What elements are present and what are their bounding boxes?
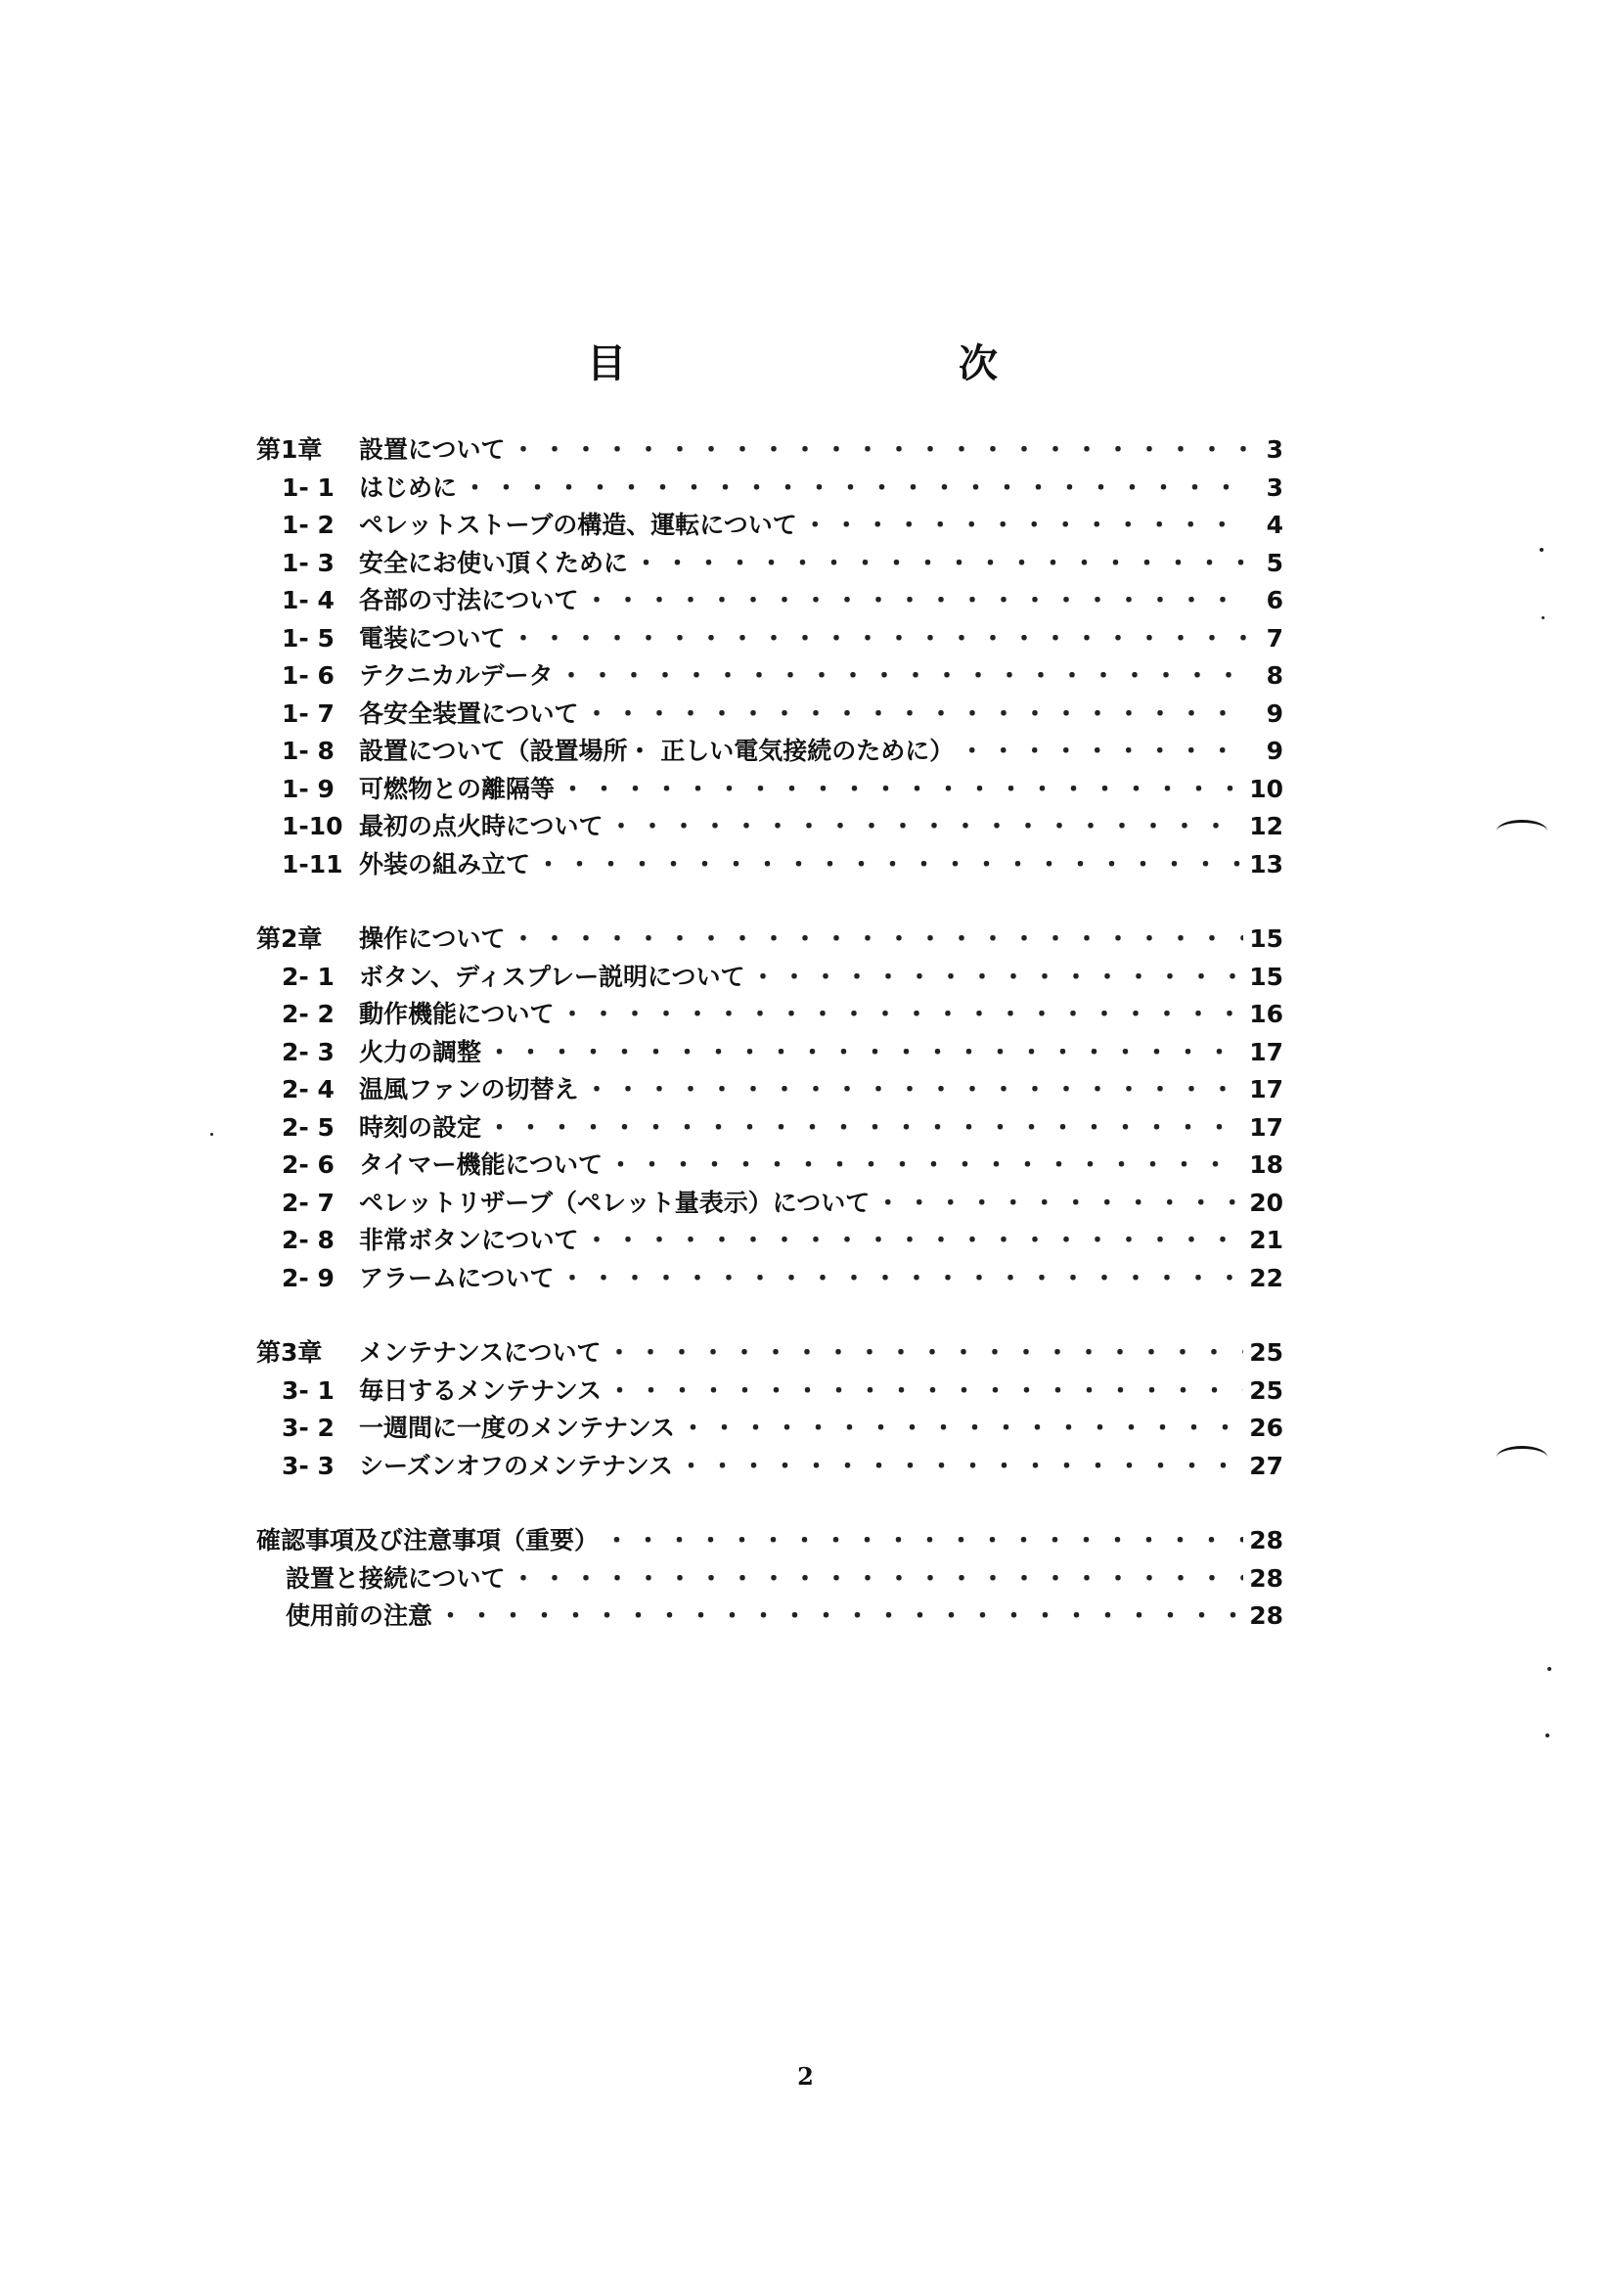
toc-entry-page: 21: [1249, 1226, 1283, 1254]
toc-entry-label: テクニカルデータ: [359, 661, 554, 690]
toc-entry: [256, 506, 1283, 544]
toc-entry-number: 2- 6: [282, 1150, 335, 1179]
toc-entry-number: 2- 5: [282, 1112, 335, 1142]
toc-entry: [256, 920, 1283, 958]
toc-entry-number: 1- 6: [282, 661, 335, 690]
toc-entry-number: 1-10: [282, 812, 343, 840]
toc-entry-label: 動作機能について: [359, 1000, 555, 1028]
toc-entry: [256, 1259, 1283, 1297]
toc-entry-label: 可燃物との離隔等: [359, 774, 556, 803]
toc-entry-page: 17: [1249, 1112, 1283, 1142]
toc-section: [256, 1333, 1283, 1484]
toc-entry-number: 第2章: [256, 924, 323, 953]
toc-entry-number: 1- 3: [282, 548, 335, 577]
title-char-1: 目: [587, 341, 626, 386]
toc-entry-number: 1- 4: [282, 586, 335, 614]
toc-entry-page: 8: [1266, 661, 1283, 690]
toc-entry-label: 設置と接続について: [286, 1563, 506, 1593]
dot-leader: [438, 1597, 1243, 1632]
dot-leader: [681, 1409, 1243, 1444]
dot-leader: [608, 1146, 1243, 1181]
toc-entry: [256, 695, 1283, 733]
toc-entry-number: 2- 2: [282, 1000, 335, 1028]
toc-entry-number: 1-11: [282, 849, 343, 878]
dot-leader: [634, 544, 1250, 579]
toc-entry-label: 安全にお使い頂くために: [359, 548, 629, 577]
toc-entry-label: はじめに: [359, 473, 458, 502]
toc-entry-number: 第3章: [256, 1338, 323, 1367]
toc-entry-label: 時刻の設定: [359, 1112, 482, 1142]
toc-entry: [256, 770, 1283, 808]
toc-entry-page: 10: [1249, 774, 1283, 803]
toc-entry: [256, 1184, 1283, 1222]
toc-entry-label: ボタン、ディスプレー説明について: [359, 962, 745, 991]
dot-leader: [585, 1221, 1244, 1256]
toc-entry-label: 操作について: [359, 924, 506, 953]
toc-entry-page: 9: [1266, 737, 1283, 765]
scan-speck: [1542, 616, 1544, 619]
scan-speck: [1545, 1733, 1549, 1737]
toc-entry: [256, 544, 1283, 582]
toc-entry-label: ペレットストーブの構造、運転について: [359, 511, 797, 539]
toc-entry-number: 2- 4: [282, 1075, 335, 1103]
dot-leader: [487, 1033, 1243, 1068]
dot-leader: [803, 506, 1250, 541]
title-char-2: 次: [959, 341, 998, 386]
scan-speck: [210, 1133, 213, 1136]
dot-leader: [607, 1333, 1244, 1369]
toc-entry: [256, 581, 1283, 619]
toc-entry: [256, 1447, 1283, 1485]
toc-entry: [256, 1070, 1283, 1108]
toc-entry-page: 15: [1249, 924, 1283, 953]
toc-entry-label: 毎日するメンテナンス: [359, 1375, 603, 1405]
table-of-contents: [256, 430, 1283, 1672]
dot-leader: [609, 807, 1244, 842]
toc-entry-page: 17: [1249, 1075, 1283, 1103]
toc-entry-number: 2- 8: [282, 1226, 335, 1254]
toc-entry: [256, 1372, 1283, 1410]
dot-leader: [560, 770, 1243, 805]
toc-entry-number: 2- 7: [282, 1188, 335, 1217]
page-title: [587, 333, 998, 388]
toc-entry-page: 26: [1249, 1414, 1283, 1442]
dot-leader: [487, 1108, 1243, 1144]
toc-entry-label: シーズンオフのメンテナンス: [359, 1451, 674, 1480]
toc-entry: [256, 1597, 1283, 1635]
scan-mark: [1497, 1446, 1547, 1468]
toc-entry-label: 外装の組み立て: [359, 849, 531, 878]
dot-leader: [585, 1070, 1244, 1105]
toc-entry-number: 1- 8: [282, 737, 335, 765]
toc-entry-page: 5: [1266, 548, 1283, 577]
toc-entry-page: 9: [1266, 698, 1283, 728]
toc-entry-number: 2- 3: [282, 1037, 335, 1066]
toc-entry-page: 25: [1249, 1338, 1283, 1367]
toc-entry-label: ペレットリザーブ（ペレット量表示）について: [359, 1188, 871, 1217]
toc-entry-number: 2- 1: [282, 962, 335, 991]
toc-entry-page: 4: [1266, 511, 1283, 539]
dot-leader: [607, 1372, 1243, 1407]
toc-entry-label: 各部の寸法について: [359, 586, 579, 614]
scan-mark: [1497, 820, 1547, 842]
toc-entry-page: 28: [1249, 1526, 1283, 1554]
toc-entry-label: 確認事項及び注意事項（重要）: [256, 1526, 600, 1554]
page-number: 2: [797, 2062, 814, 2091]
toc-entry: [256, 1559, 1283, 1598]
toc-entry: [256, 1221, 1283, 1259]
toc-entry-page: 3: [1266, 435, 1283, 464]
toc-entry: [256, 430, 1283, 469]
toc-entry: [256, 1333, 1283, 1372]
dot-leader: [512, 1559, 1244, 1595]
dot-leader: [560, 1259, 1244, 1294]
toc-entry-number: 1- 1: [282, 473, 335, 502]
toc-entry: [256, 958, 1283, 996]
toc-entry-number: 第1章: [256, 435, 323, 464]
toc-entry-page: 20: [1249, 1188, 1283, 1217]
dot-leader: [751, 958, 1244, 993]
toc-entry-page: 13: [1249, 849, 1283, 878]
toc-entry-page: 12: [1249, 812, 1283, 840]
toc-entry-page: 22: [1249, 1263, 1283, 1292]
dot-leader: [679, 1447, 1243, 1482]
scan-speck: [1547, 1667, 1551, 1671]
dot-leader: [559, 656, 1250, 692]
toc-entry-page: 7: [1266, 623, 1283, 653]
toc-entry: [256, 469, 1283, 507]
dot-leader: [536, 845, 1243, 880]
toc-entry-number: 1- 2: [282, 511, 335, 539]
dot-leader: [512, 430, 1250, 466]
toc-entry-label: 火力の調整: [359, 1037, 482, 1066]
dot-leader: [585, 581, 1250, 616]
toc-entry-label: 使用前の注意: [286, 1601, 433, 1630]
toc-entry-page: 25: [1249, 1375, 1283, 1405]
toc-entry-label: 電装について: [359, 623, 506, 653]
toc-entry-page: 27: [1249, 1451, 1283, 1480]
toc-entry-label: 設置について（設置場所・ 正しい電気接続のために）: [359, 737, 955, 765]
toc-entry-number: 1- 5: [282, 623, 335, 653]
toc-entry-page: 16: [1249, 1000, 1283, 1028]
toc-entry-number: 1- 7: [282, 698, 335, 728]
toc-entry-label: 設置について: [359, 435, 506, 464]
toc-entry: [256, 995, 1283, 1033]
toc-entry-label: 温風ファンの切替え: [359, 1075, 579, 1103]
toc-entry-label: タイマー機能について: [359, 1150, 604, 1179]
toc-entry-label: 非常ボタンについて: [359, 1226, 579, 1254]
toc-entry: [256, 845, 1283, 883]
toc-entry-number: 2- 9: [282, 1263, 335, 1292]
toc-entry-label: 最初の点火時について: [359, 812, 604, 840]
toc-entry: [256, 619, 1283, 657]
toc-entry-page: 17: [1249, 1037, 1283, 1066]
toc-entry-page: 15: [1249, 962, 1283, 991]
toc-entry-page: 28: [1249, 1601, 1283, 1630]
toc-entry-number: 1- 9: [282, 774, 335, 803]
dot-leader: [463, 469, 1250, 504]
scan-speck: [1540, 548, 1544, 552]
toc-entry-label: 各安全装置について: [359, 698, 579, 728]
toc-entry: [256, 1146, 1283, 1184]
toc-entry: [256, 732, 1283, 770]
dot-leader: [875, 1184, 1243, 1219]
dot-leader: [960, 732, 1250, 767]
toc-entry-number: 3- 2: [282, 1414, 335, 1442]
toc-entry: [256, 1108, 1283, 1147]
toc-entry-label: メンテナンスについて: [359, 1338, 602, 1367]
toc-entry: [256, 1033, 1283, 1071]
toc-entry-page: 28: [1249, 1563, 1283, 1593]
dot-leader: [512, 619, 1250, 654]
toc-section: [256, 920, 1283, 1296]
toc-entry-page: 18: [1249, 1150, 1283, 1179]
toc-entry: [256, 656, 1283, 695]
toc-entry-label: 一週間に一度のメンテナンス: [359, 1414, 676, 1442]
toc-entry: [256, 1521, 1283, 1559]
toc-section: [256, 1521, 1283, 1635]
dot-leader: [560, 995, 1244, 1030]
toc-entry-number: 3- 3: [282, 1451, 335, 1480]
toc-entry: [256, 807, 1283, 845]
dot-leader: [604, 1521, 1243, 1556]
dot-leader: [512, 920, 1244, 955]
toc-entry-label: アラームについて: [359, 1263, 555, 1292]
toc-entry-page: 6: [1266, 586, 1283, 614]
toc-entry: [256, 1409, 1283, 1447]
toc-entry-page: 3: [1266, 473, 1283, 502]
toc-section: [256, 430, 1283, 882]
toc-entry-number: 3- 1: [282, 1375, 335, 1405]
dot-leader: [585, 695, 1250, 730]
